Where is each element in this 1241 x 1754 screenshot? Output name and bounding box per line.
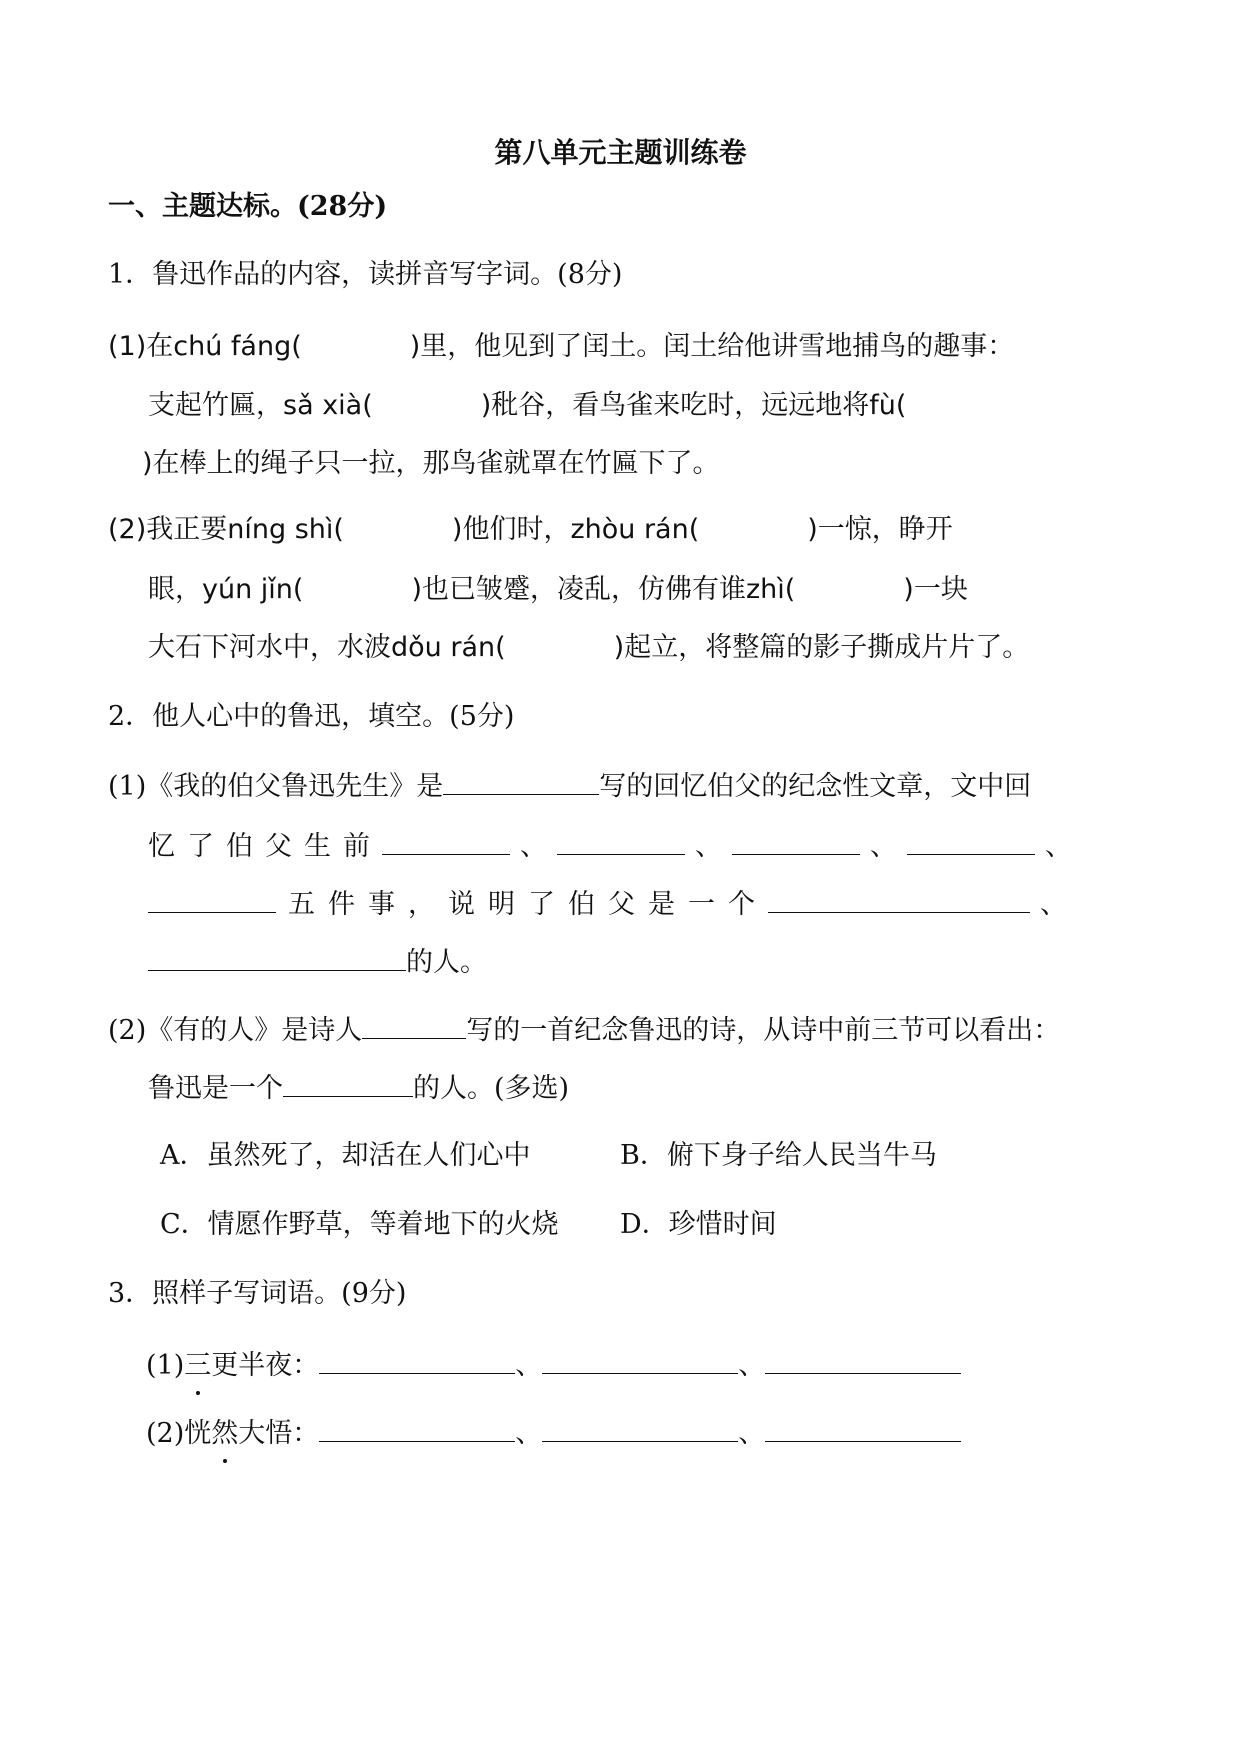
option-d[interactable] [620,1208,777,1242]
separator: 、 [695,831,722,862]
q2-part1-number: (1) [108,771,147,802]
separator: 、 [1040,889,1067,920]
q2-part1-text-a: 《我的伯父鲁迅先生》是 [146,771,444,802]
separator: 、 [515,1350,543,1381]
answer-blank[interactable] [319,1347,515,1374]
q1-part2-line2 [148,573,968,607]
q3-item2 [146,1415,961,1451]
option-letter: D． [620,1209,669,1240]
separator: 、 [520,831,547,862]
q1-part1-line2 [148,389,906,423]
answer-blank[interactable] [768,886,1030,913]
option-letter: B． [620,1140,667,1171]
answer-blank[interactable] [542,1415,738,1442]
q1-part2-text-f: )一块 [903,574,968,605]
q3-item2-char: 恍 [184,1418,212,1449]
question-1-stem: 1．鲁迅作品的内容，读拼音写字词。(8分) [108,259,623,290]
q2-part2-number: (2) [108,1015,147,1046]
separator: 、 [1045,831,1072,862]
answer-blank[interactable] [542,1347,738,1374]
q2-part1-line2 [148,828,1072,864]
answer-blank[interactable] [283,1070,413,1097]
option-text: 俯下身子给人民当牛马 [666,1140,937,1171]
q2-part2-text-a: 《有的人》是诗人 [146,1015,363,1046]
q1-part2-text-a: 我正要níng shì( [146,514,344,545]
q2-part2-line2 [148,1070,569,1106]
answer-blank[interactable] [907,828,1035,855]
q2-part1-line1 [108,768,1031,804]
q2-part1-line3 [148,886,1067,922]
separator: 、 [515,1418,543,1449]
q1-part2-line1 [108,513,953,547]
q1-part1-number: (1) [108,331,147,362]
answer-blank[interactable] [443,768,599,795]
separator: 、 [738,1350,766,1381]
q1-part1-text-b: )里，他见到了闰土。闰土给他讲雪地捕鸟的趣事： [409,331,1015,362]
option-text: 情愿作野草，等着地下的火烧 [207,1209,559,1240]
q1-part1-text-c: 支起竹匾，sǎ xià( [148,390,373,421]
answer-blank[interactable] [319,1415,515,1442]
q2-part2-text-c: 鲁迅是一个 [148,1073,283,1104]
question-2-stem: 2．他人心中的鲁迅，填空。(5分) [108,701,515,732]
q1-part1-line1 [108,330,1014,364]
answer-blank[interactable] [382,828,510,855]
emphasis-char: 然 [211,1418,239,1449]
q2-part1-text-c: 忆了伯父生前 [148,831,382,862]
q2-part1-text-b: 写的回忆伯父的纪念性文章，文中回 [599,771,1032,802]
q2-part1-line4 [148,944,487,980]
q3-item2-number: (2) [146,1418,185,1449]
answer-blank[interactable] [148,886,276,913]
separator: 、 [738,1418,766,1449]
option-b[interactable] [620,1139,937,1173]
section-heading: 一、主题达标。(28分) [108,191,388,222]
q1-part1-text-a: 在chú fáng( [146,331,302,362]
answer-blank[interactable] [148,944,406,971]
q1-part2-text-c: )一惊，睁开 [807,514,953,545]
option-text: 珍惜时间 [668,1209,777,1240]
option-a[interactable] [160,1139,531,1173]
q1-part2-text-g: 大石下河水中，水波dǒu rán( [148,632,506,663]
q2-part2-text-d: 的人。(多选) [413,1073,570,1104]
q1-part2-number: (2) [108,514,147,545]
separator: 、 [870,831,897,862]
answer-blank[interactable] [765,1415,961,1442]
option-letter: A． [160,1140,207,1171]
answer-blank[interactable] [362,1012,466,1039]
page-title: 第八单元主题训练卷 [494,136,747,169]
q2-part1-text-e: 的人。 [406,947,487,978]
answer-blank[interactable] [732,828,860,855]
q3-item1-number: (1) [146,1350,185,1381]
q2-part2-line1 [108,1012,1060,1048]
q1-part1-line3: )在棒上的绳子只一拉，那鸟雀就罩在竹匾下了。 [142,448,720,479]
q1-part2-text-d: 眼，yún jǐn( [148,574,304,605]
q2-part2-text-b: 写的一首纪念鲁迅的诗，从诗中前三节可以看出： [466,1015,1061,1046]
q1-part2-text-b: )他们时，zhòu rán( [451,514,700,545]
q1-part1-text-d: )秕谷，看鸟雀来吃时，远远地将fù( [480,390,907,421]
answer-blank[interactable] [765,1347,961,1374]
q1-part2-text-e: )也已皱蹙，凌乱，仿佛有谁zhì( [411,574,796,605]
q3-item1-text: 更半夜： [211,1350,320,1381]
q3-item2-text: 大悟： [238,1418,320,1449]
q1-part2-line3 [148,631,1029,665]
emphasis-char: 三 [184,1350,212,1381]
answer-blank[interactable] [557,828,685,855]
question-3-stem: 3．照样子写词语。(9分) [108,1278,407,1309]
q1-part2-text-h: )起立，将整篇的影子撕成片片了。 [613,632,1030,663]
option-letter: C． [160,1209,208,1240]
option-text: 虽然死了，却活在人们心中 [206,1140,531,1171]
q2-part1-text-d: 五件事，说明了伯父是一个 [288,889,768,920]
q3-item1 [146,1347,961,1383]
option-c[interactable] [160,1208,559,1242]
